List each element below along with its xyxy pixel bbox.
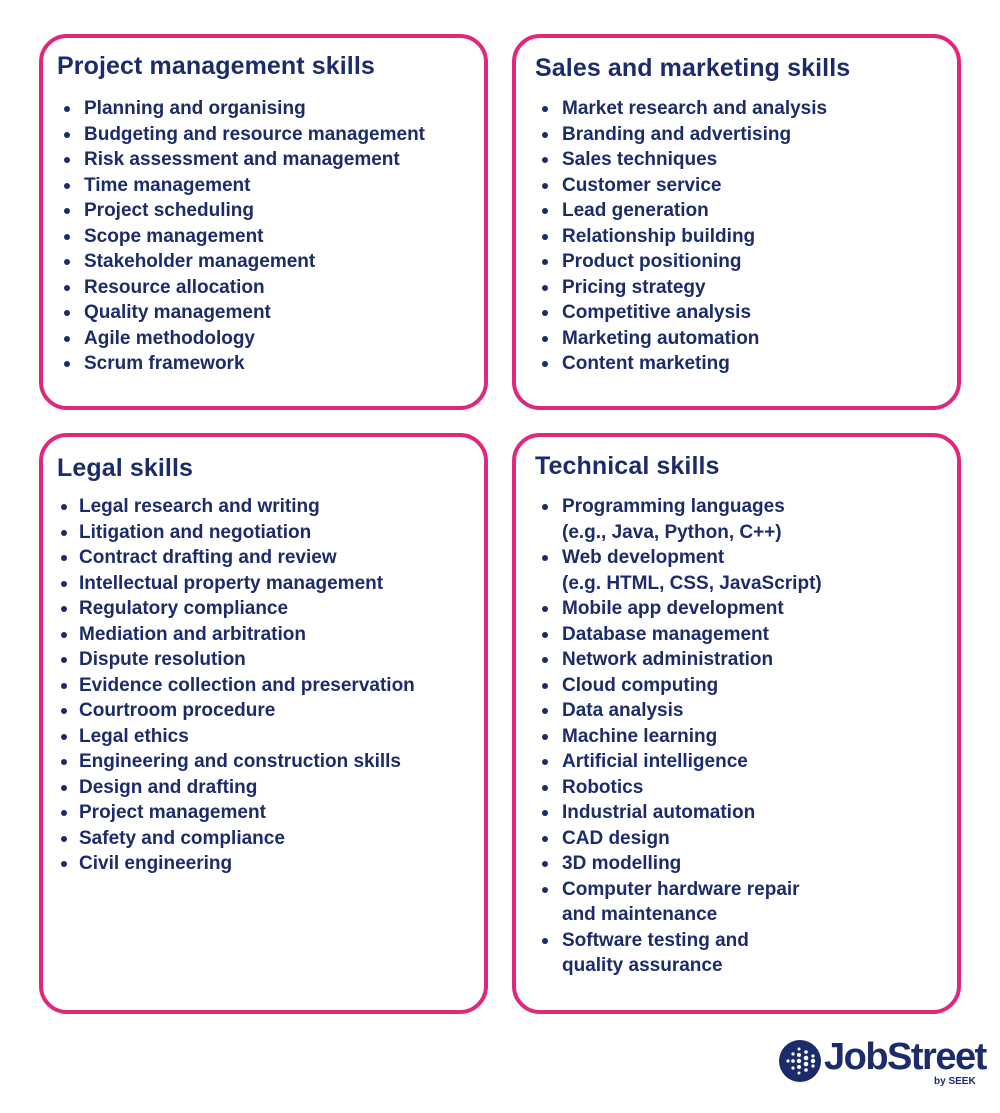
list-item: Time management [60, 173, 425, 199]
list-item: Competitive analysis [538, 300, 827, 326]
skill-list [60, 96, 425, 377]
skill-line: Programming languages [562, 496, 785, 517]
list-item: Scope management [60, 224, 425, 250]
list-item [538, 596, 822, 622]
list-item: Engineering and construction skills [57, 749, 415, 775]
skill-line: CAD design [562, 827, 670, 849]
skill-line: Machine learning [562, 725, 718, 747]
legal-card [39, 433, 488, 1014]
card-title: Project management skills [57, 52, 375, 80]
list-item: Contract drafting and review [57, 545, 415, 571]
list-item [538, 877, 822, 928]
list-item: Pricing strategy [538, 275, 827, 301]
list-item: Market research and analysis [538, 96, 827, 122]
list-item: Evidence collection and preservation [57, 673, 415, 699]
jobstreet-logo-icon [779, 1040, 821, 1082]
skill-line: Web development [562, 547, 725, 568]
list-item: Project management [57, 800, 415, 826]
skill-line: and maintenance [562, 904, 718, 925]
list-item: Lead generation [538, 198, 827, 224]
skill-list [57, 494, 415, 877]
skill-line: Data analysis [562, 700, 684, 721]
list-item: Customer service [538, 173, 827, 199]
skill-line: Mobile app development [562, 598, 784, 619]
list-item [538, 622, 822, 648]
card-title: Legal skills [57, 454, 193, 482]
list-item [538, 647, 822, 673]
skill-list [538, 494, 822, 979]
sales-marketing-card [512, 34, 961, 410]
list-item: Branding and advertising [538, 122, 827, 148]
card-title: Sales and marketing skills [535, 54, 851, 82]
list-item: Agile methodology [60, 326, 425, 352]
skill-list [538, 96, 827, 377]
list-item: Scrum framework [60, 351, 425, 377]
list-item: Relationship building [538, 224, 827, 250]
list-item: Marketing automation [538, 326, 827, 352]
logo-subtitle: by SEEK [934, 1076, 976, 1087]
card-title: Technical skills [535, 452, 720, 480]
list-item: Legal research and writing [57, 494, 415, 520]
list-item: Dispute resolution [57, 647, 415, 673]
list-item [538, 826, 822, 852]
list-item: Safety and compliance [57, 826, 415, 852]
project-management-card [39, 34, 488, 410]
list-item [538, 775, 822, 801]
list-item: Courtroom procedure [57, 698, 415, 724]
skill-line: Computer hardware repair [562, 878, 800, 900]
skill-line: Artificial intelligence [562, 751, 748, 772]
skill-line: Network administration [562, 649, 774, 670]
list-item: Litigation and negotiation [57, 520, 415, 546]
list-item: Project scheduling [60, 198, 425, 224]
list-item: Budgeting and resource management [60, 122, 425, 148]
logo-wordmark: JobStreet [824, 1036, 986, 1078]
list-item: Resource allocation [60, 275, 425, 301]
skill-line: Industrial automation [562, 802, 756, 823]
list-item [538, 698, 822, 724]
skill-line: Software testing and [562, 929, 749, 951]
skill-line: Robotics [562, 776, 644, 798]
list-item [538, 800, 822, 826]
skill-line: (e.g., Java, Python, C++) [562, 521, 782, 543]
skill-line: (e.g. HTML, CSS, JavaScript) [562, 572, 822, 594]
list-item: Intellectual property management [57, 571, 415, 597]
list-item: Regulatory compliance [57, 596, 415, 622]
list-item [538, 928, 822, 979]
list-item: Risk assessment and management [60, 147, 425, 173]
list-item: Product positioning [538, 249, 827, 275]
list-item [538, 749, 822, 775]
list-item [538, 494, 822, 545]
list-item: Stakeholder management [60, 249, 425, 275]
skill-line: quality assurance [562, 955, 723, 976]
list-item [538, 851, 822, 877]
list-item: Design and drafting [57, 775, 415, 801]
list-item: Content marketing [538, 351, 827, 377]
list-item: Sales techniques [538, 147, 827, 173]
skill-line: Cloud computing [562, 674, 719, 696]
list-item [538, 724, 822, 750]
jobstreet-logo [779, 1036, 986, 1090]
list-item: Legal ethics [57, 724, 415, 750]
list-item: Quality management [60, 300, 425, 326]
list-item: Civil engineering [57, 851, 415, 877]
list-item [538, 673, 822, 699]
list-item: Planning and organising [60, 96, 425, 122]
skill-line: 3D modelling [562, 853, 682, 874]
skill-line: Database management [562, 623, 769, 645]
list-item: Mediation and arbitration [57, 622, 415, 648]
technical-card [512, 433, 961, 1014]
list-item [538, 545, 822, 596]
